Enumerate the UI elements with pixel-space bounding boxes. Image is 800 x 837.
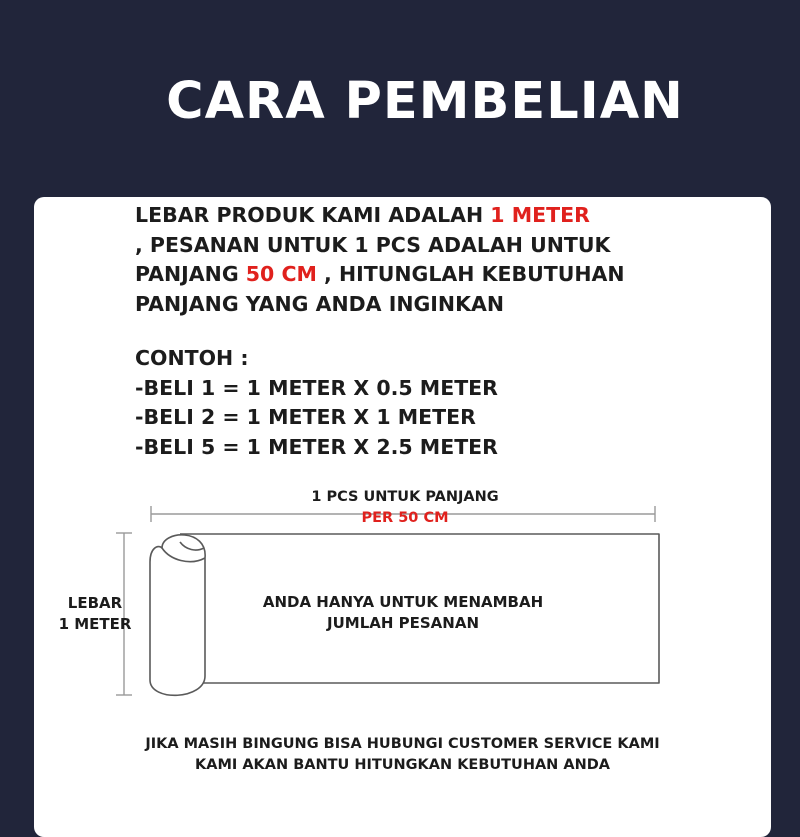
dimension-text: LEBAR	[67, 594, 123, 612]
order-note	[220, 592, 586, 634]
intro-line-4: PANJANG YANG ANDA INGINKAN	[135, 291, 504, 316]
intro-text: , HITUNGLAH KEBUTUHAN	[316, 262, 625, 286]
example-item: -BELI 1 = 1 METER X 0.5 METER	[135, 375, 498, 400]
intro-text: PANJANG	[135, 262, 246, 286]
example-item: -BELI 5 = 1 METER X 2.5 METER	[135, 434, 498, 459]
page-title: CARA PEMBELIAN	[166, 72, 684, 131]
intro-text: LEBAR PRODUK KAMI ADALAH	[135, 203, 491, 227]
dimension-highlight: PER 50 CM	[361, 510, 449, 526]
note-text: JUMLAH PESANAN	[327, 614, 479, 632]
footer-text: JIKA MASIH BINGUNG BISA HUBUNGI CUSTOMER SERVICE KAMI	[145, 736, 660, 752]
length-highlight: 50 CM	[245, 262, 317, 286]
footer-text: KAMI AKAN BANTU HITUNGKAN KEBUTUHAN ANDA	[195, 757, 610, 773]
width-dimension-label	[50, 593, 140, 635]
customer-service-note	[40, 734, 765, 776]
dimension-text: 1 PCS UNTUK PANJANG	[311, 489, 499, 505]
note-text: ANDA HANYA UNTUK MENAMBAH	[262, 593, 544, 611]
example-item: -BELI 2 = 1 METER X 1 METER	[135, 405, 476, 429]
dimension-text: 1 METER	[58, 615, 132, 633]
width-highlight: 1 METER	[490, 203, 590, 227]
length-dimension-label	[160, 487, 650, 529]
example-heading: CONTOH :	[135, 346, 249, 370]
intro-line-2: , PESANAN UNTUK 1 PCS ADALAH UNTUK	[135, 232, 611, 257]
